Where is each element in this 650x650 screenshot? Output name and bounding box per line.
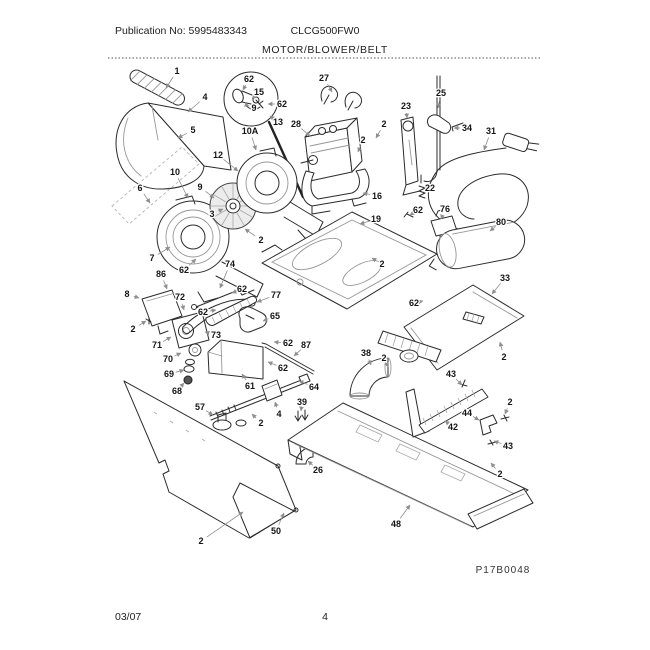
model-number: CLCG500FW0: [290, 25, 360, 37]
part-callout: 64: [308, 382, 320, 393]
part-callout: 5: [190, 125, 196, 136]
part-callout: 72: [174, 292, 186, 303]
leader-line: [484, 138, 489, 150]
part-callout: 70: [162, 354, 174, 365]
part-callout: 31: [485, 126, 497, 137]
idler-arm: [401, 117, 420, 195]
leader-line: [163, 337, 171, 342]
part-callout: 3: [209, 209, 215, 220]
leader-line: [164, 280, 167, 289]
part-callout: 38: [360, 348, 372, 359]
part-callout: 2: [507, 397, 513, 408]
leader-line: [505, 408, 507, 414]
part-callout: 4: [276, 409, 282, 420]
leader-line: [275, 402, 277, 407]
leader-line: [174, 353, 181, 356]
part-callout: 2: [501, 352, 507, 363]
leader-line: [220, 270, 227, 288]
leader-line: [473, 417, 479, 420]
retainer-clips: [295, 410, 308, 421]
part-callout: 68: [171, 386, 183, 397]
part-callout: 74: [224, 259, 236, 270]
cord-clamp: [427, 115, 463, 134]
page-title: MOTOR/BLOWER/BELT: [262, 44, 388, 56]
leader-line: [188, 102, 200, 112]
base-pan: [262, 212, 437, 309]
page-number: 4: [322, 611, 328, 623]
part-callout: 2: [381, 353, 387, 364]
part-callout: 44: [461, 408, 473, 419]
part-callout: 2: [360, 135, 366, 146]
leveling-leg: [213, 413, 246, 430]
leader-line: [210, 310, 216, 311]
part-callout: 2: [258, 235, 264, 246]
front-panel: [124, 381, 298, 538]
part-callout: 22: [424, 183, 436, 194]
part-callout: 2: [130, 324, 136, 335]
part-callout: 71: [151, 340, 163, 351]
part-callout: 27: [318, 73, 330, 84]
part-callout: 10A: [241, 126, 259, 137]
leader-line: [400, 505, 410, 518]
part-callout: 1: [174, 66, 180, 77]
part-callout: 62: [412, 205, 424, 216]
leader-line: [438, 100, 440, 108]
part-callout: 62: [243, 74, 255, 85]
part-callout: 2: [379, 259, 385, 270]
part-callout: 25: [435, 88, 447, 99]
leader-line: [182, 304, 184, 310]
part-callout: 73: [210, 330, 222, 341]
part-callout: 65: [269, 311, 281, 322]
leader-line: [263, 319, 269, 321]
leader-line: [456, 379, 462, 385]
leader-line: [139, 321, 146, 325]
harness-clips: [321, 86, 361, 110]
part-callout: 7: [149, 253, 155, 264]
leader-line: [245, 229, 255, 236]
part-callout: 62: [197, 307, 209, 318]
part-callout: 62: [236, 284, 248, 295]
leader-line: [500, 342, 502, 350]
part-callout: 76: [439, 204, 451, 215]
part-callout: 87: [300, 340, 312, 351]
leader-line: [492, 283, 501, 294]
part-callout: 33: [499, 273, 511, 284]
part-callout: 48: [390, 519, 402, 530]
diagram-plate-number: P17B0048: [475, 565, 531, 576]
part-callout: 2: [198, 536, 204, 547]
part-callout: 28: [290, 119, 302, 130]
part-callout: 62: [277, 363, 289, 374]
part-callout: 2: [381, 119, 387, 130]
leader-line: [134, 296, 139, 298]
part-callout: 10: [169, 167, 181, 178]
seal-retainer: [239, 307, 267, 332]
part-callout: 42: [447, 422, 459, 433]
part-callout: 2: [258, 418, 264, 429]
part-callout: 57: [194, 402, 206, 413]
part-callout: 61: [244, 381, 256, 392]
part-callout: 77: [270, 290, 282, 301]
part-callout: 16: [371, 191, 383, 202]
part-callout: 26: [312, 465, 324, 476]
part-callout: 6: [137, 183, 143, 194]
part-callout: 62: [178, 265, 190, 276]
leader-line: [257, 297, 269, 302]
leader-line: [294, 350, 301, 356]
part-callout: 80: [495, 217, 507, 228]
part-callout: 19: [370, 214, 382, 225]
part-callout: 43: [502, 441, 514, 452]
part-callout: 15: [253, 87, 265, 98]
part-callout: 43: [445, 369, 457, 380]
part-callout: 9: [197, 182, 203, 193]
leader-line: [410, 214, 412, 215]
part-callout: 23: [400, 101, 412, 112]
part-callout: 4: [202, 92, 208, 103]
part-callout: 69: [163, 369, 175, 380]
part-callout: 62: [408, 298, 420, 309]
part-callout: 50: [270, 526, 282, 537]
leader-line: [248, 105, 249, 106]
part-callout: 8: [124, 289, 130, 300]
duct-mount-plate: [208, 340, 263, 379]
leader-line: [144, 194, 150, 203]
leader-line: [243, 85, 246, 90]
leader-line: [491, 463, 496, 469]
part-callout: 12: [212, 150, 224, 161]
leader-line: [252, 414, 256, 418]
part-callout: 2: [497, 469, 503, 480]
part-callout: 13: [272, 117, 284, 128]
part-callout: 9: [251, 103, 257, 114]
part-callout: 62: [276, 99, 288, 110]
leader-line: [206, 411, 213, 415]
leader-line: [376, 130, 381, 138]
leader-line: [268, 362, 277, 365]
publication-number: Publication No: 5995483343: [115, 25, 247, 37]
part-callout: 62: [282, 338, 294, 349]
revision-date: 03/07: [115, 611, 142, 623]
part-callout: 86: [155, 269, 167, 280]
leader-line: [176, 370, 184, 372]
leader-line: [274, 342, 281, 343]
leader-line: [252, 138, 256, 150]
part-callout: 39: [296, 397, 308, 408]
leader-line: [327, 84, 332, 92]
part-callout: 34: [461, 123, 473, 134]
